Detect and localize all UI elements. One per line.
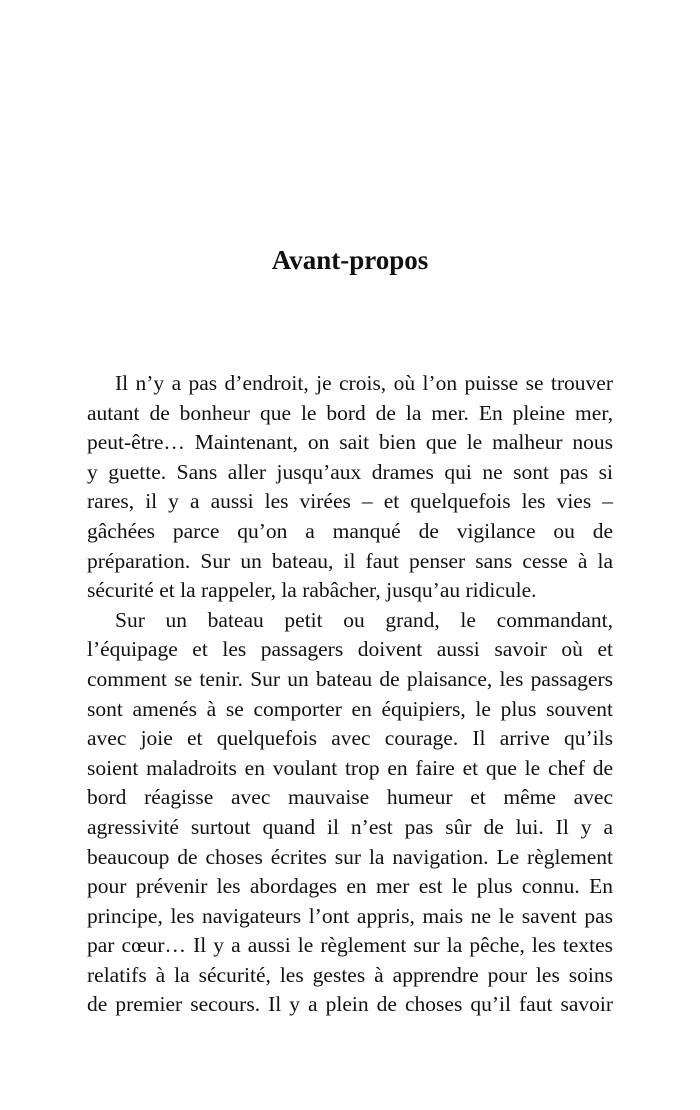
text-line: rares, il y a aussi les virées – et quelquefois les vies – [87, 489, 613, 514]
body-text [87, 369, 613, 1020]
text-line: bord réagisse avec mauvaise humeur et même avec [87, 785, 613, 810]
chapter-title: Avant-propos [271, 245, 429, 275]
text-line: l’équipage et les passagers doivent aussi savoir où et [87, 637, 613, 662]
text-line: Il n’y a pas d’endroit, je crois, où l’on puisse se trouver [115, 371, 613, 395]
text-line: agressivité surtout quand il n’est pas sûr de lui. Il y a [87, 814, 613, 839]
text-line: relatifs à la sécurité, les gestes à apprendre pour les soins [87, 962, 613, 987]
text-line: autant de bonheur que le bord de la mer. En pleine mer, [87, 400, 613, 425]
text-line: y guette. Sans aller jusqu’aux drames qui ne sont pas si [87, 459, 613, 484]
text-line: préparation. Sur un bateau, il faut penser sans cesse à la [87, 548, 613, 573]
text-line: peut-être… Maintenant, on sait bien que le malheur nous [87, 430, 613, 455]
text-line: sont amenés à se comporter en équipiers, le plus souvent [87, 696, 613, 721]
text-line: sécurité et la rappeler, la rabâcher, jusqu’au ridicule. [87, 578, 537, 603]
text-line: beaucoup de choses écrites sur la navigation. Le règlement [87, 844, 613, 869]
text-line: soient maladroits en voulant trop en faire et que le chef de [87, 755, 613, 780]
text-line: Sur un bateau petit ou grand, le commandant, [115, 607, 613, 632]
text-line: de premier secours. Il y a plein de choses qu’il faut savoir [87, 992, 613, 1017]
text-line: pour prévenir les abordages en mer est le plus connu. En [87, 874, 613, 899]
text-line: avec joie et quelquefois avec courage. Il arrive qu’ils [87, 726, 613, 751]
paragraph-2 [87, 606, 613, 1020]
text-line: gâchées parce qu’on a manqué de vigilance ou de [87, 518, 613, 543]
text-line: comment se tenir. Sur un bateau de plaisance, les passagers [87, 666, 613, 691]
paragraph-1 [87, 369, 613, 606]
text-line: principe, les navigateurs l’ont appris, mais ne le savent pas [87, 903, 613, 928]
text-line: par cœur… Il y a aussi le règlement sur la pêche, les textes [87, 933, 613, 958]
